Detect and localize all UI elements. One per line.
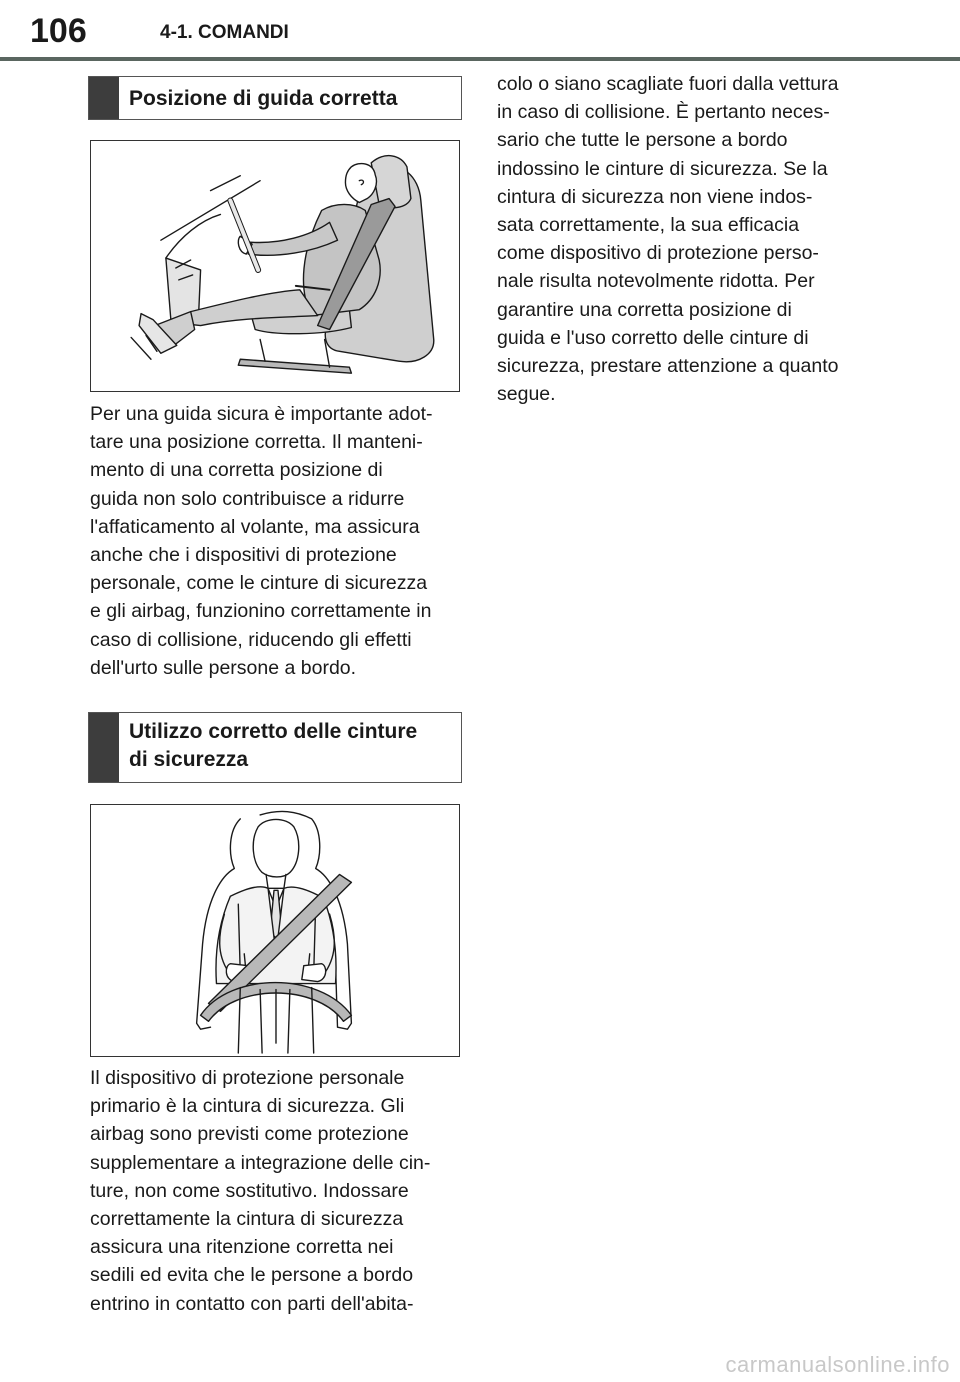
text-line: Il dispositivo di protezione personale bbox=[90, 1067, 405, 1089]
text-line: caso di collisione, riducendo gli effetti bbox=[90, 628, 412, 651]
page-number: 106 bbox=[30, 12, 87, 50]
text-line: nale risulta notevolmente ridotta. Per bbox=[497, 270, 815, 293]
text-line: cintura di sicurezza non viene indos- bbox=[497, 185, 813, 208]
section-header-bar bbox=[89, 77, 119, 119]
section-header-seatbelt-use bbox=[88, 712, 462, 783]
watermark: carmanualsonline.info bbox=[725, 1352, 950, 1377]
text-line: sata correttamente, la sua efficacia bbox=[497, 214, 800, 237]
header-rule bbox=[0, 57, 960, 61]
text-line: segue. bbox=[497, 383, 556, 406]
section-header-driving-position bbox=[88, 76, 462, 120]
text-line: entrino in contatto con parti dell'abita- bbox=[90, 1292, 414, 1315]
text-line: ture, non come sostitutivo. Indossare bbox=[90, 1179, 409, 1202]
text-line: sedili ed evita che le persone a bordo bbox=[90, 1264, 414, 1287]
seatbelt-figure bbox=[90, 804, 460, 1057]
text-line: correttamente la cintura di sicurezza bbox=[90, 1208, 404, 1231]
driver-seated-posture-illustration bbox=[91, 141, 459, 391]
text-line: supplementare a integrazione delle cin- bbox=[90, 1151, 431, 1174]
text-line: come dispositivo di protezione perso- bbox=[497, 242, 819, 265]
text-line: colo o siano scagliate fuori dalla vettura bbox=[497, 73, 839, 95]
text-line: l'affaticamento al volante, ma assicura bbox=[90, 515, 420, 538]
text-line: assicura una ritenzione corretta nei bbox=[90, 1236, 394, 1259]
text-line: airbag sono previsti come protezione bbox=[90, 1123, 409, 1146]
section-header-bar bbox=[89, 713, 119, 782]
text-line: primario è la cintura di sicurezza. Gli bbox=[90, 1095, 405, 1118]
section-title: Posizione di guida corretta bbox=[129, 87, 398, 110]
text-line: dell'urto sulle persone a bordo. bbox=[90, 656, 357, 679]
section-title bbox=[119, 713, 427, 782]
occupant-hand-right bbox=[302, 964, 326, 982]
text-line: garantire una corretta posizione di bbox=[497, 298, 792, 321]
text-line: e gli airbag, funzionino correttamente in bbox=[90, 600, 432, 623]
chapter-title: 4-1. COMANDI bbox=[160, 22, 289, 43]
text-line: personale, come le cinture di sicurezza bbox=[90, 572, 428, 595]
occupant-head bbox=[253, 819, 299, 877]
seatbelt-front-view-illustration bbox=[91, 805, 459, 1056]
section2-body bbox=[90, 1064, 430, 1318]
right-column-body bbox=[497, 70, 838, 408]
text-line: Per una guida sicura è importante adot- bbox=[90, 403, 433, 425]
text-line: sicurezza, prestare attenzione a quanto bbox=[497, 355, 839, 378]
text-line: indossino le cinture di sicurezza. Se la bbox=[497, 157, 828, 180]
text-line: sario che tutte le persone a bordo bbox=[497, 129, 788, 152]
section1-body bbox=[90, 400, 433, 682]
text-line: mento di una corretta posizione di bbox=[90, 459, 383, 482]
text-line: guida non solo contribuisce a ridurre bbox=[90, 487, 405, 510]
text-line: in caso di collisione. È pertanto neces- bbox=[497, 101, 830, 124]
seat-rail bbox=[238, 359, 351, 373]
section-title-line: di sicurezza bbox=[129, 748, 249, 771]
text-line: tare una posizione corretta. Il manteni- bbox=[90, 431, 423, 454]
section-title-line: Utilizzo corretto delle cinture bbox=[129, 720, 418, 743]
text-line: anche che i dispositivi di protezione bbox=[90, 544, 397, 567]
text-line: guida e l'uso corretto delle cinture di bbox=[497, 326, 809, 349]
driver-posture-figure bbox=[90, 140, 460, 392]
